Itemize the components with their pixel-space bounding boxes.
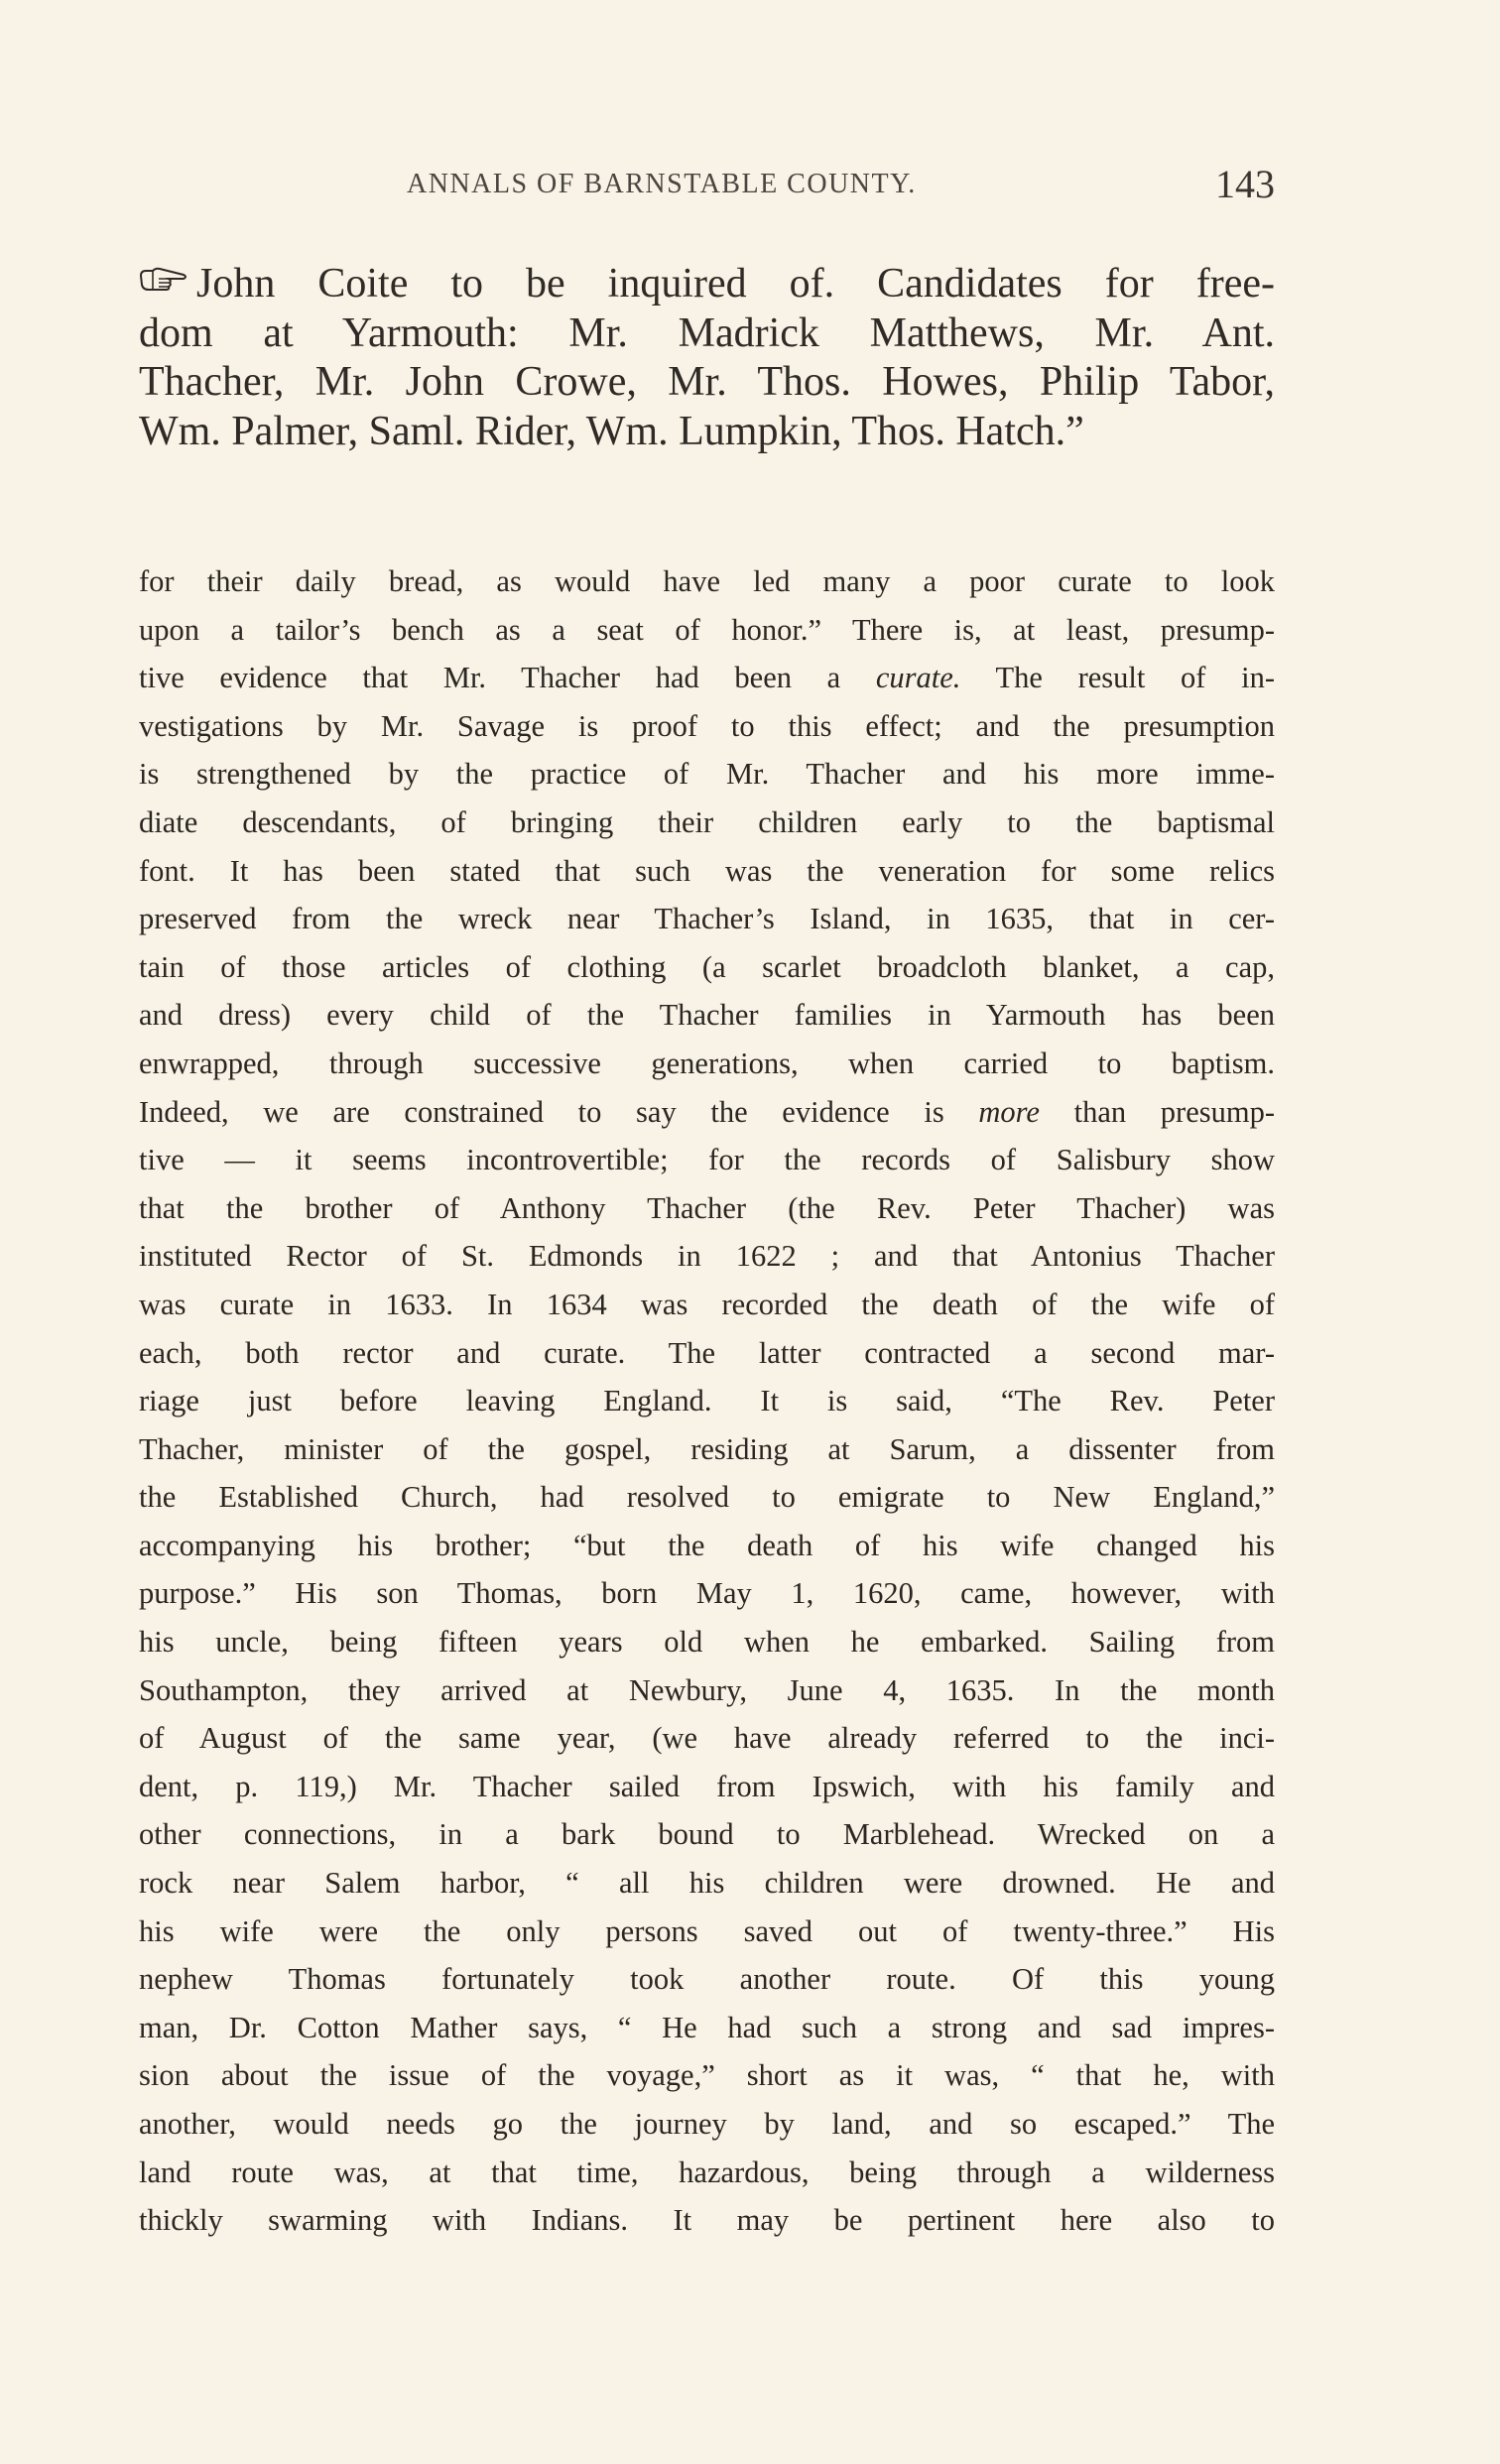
text-line: vestigations by Mr. Savage is proof to this effect; and the presumption (139, 708, 1275, 743)
text-line: Southampton, they arrived at Newbury, June 4, 1635. In the month (139, 1672, 1275, 1707)
text-line: of August of the same year, (we have already referred to the inci- (139, 1721, 1275, 1756)
text-line: nephew Thomas fortunately took another route. Of this young (139, 1962, 1275, 1997)
text-line: diate descendants, of bringing their children early to the baptismal (139, 804, 1275, 839)
text-line: tive — it seems incontrovertible; for the records of Salisbury show (139, 1143, 1275, 1177)
quote-line: Wm. Palmer, Saml. Rider, Wm. Lumpkin, Thos. Hatch.” (139, 408, 1084, 454)
quote-line-text: John Coite to be inquired of. Candidates for free- (196, 261, 1275, 307)
pointing-hand-icon (139, 267, 188, 293)
text-segment: tive evidence that Mr. Thacher had been a (139, 661, 876, 695)
running-head (139, 161, 1275, 208)
text-line: his wife were the only persons saved out of twenty-three.” His (139, 1913, 1275, 1948)
italic-word: more (978, 1094, 1040, 1129)
text-line: for their daily bread, as would have led many a poor curate to look (139, 564, 1275, 598)
text-line: another, would needs go the journey by land, and so escaped.” The (139, 2107, 1275, 2141)
text-line: other connections, in a bark bound to Marblehead. Wrecked on a (139, 1817, 1275, 1852)
quoted-record (139, 260, 1275, 456)
text-line: land route was, at that time, hazardous, being through a wilderness (139, 2155, 1275, 2189)
text-line: and dress) every child of the Thacher families in Yarmouth has been (139, 998, 1275, 1033)
quote-line (139, 260, 1275, 309)
text-line: each, both rector and curate. The latter contracted a second mar- (139, 1335, 1275, 1370)
italic-word: curate. (875, 661, 961, 695)
text-line (139, 654, 1275, 702)
text-segment: than presump- (1039, 1094, 1275, 1129)
body-paragraph (139, 557, 1275, 2245)
text-line: riage just before leaving England. It is said, “The Rev. Peter (139, 1384, 1275, 1418)
running-title: ANNALS OF BARNSTABLE COUNTY. (407, 169, 917, 199)
text-line: that the brother of Anthony Thacher (the Rev. Peter Thacher) was (139, 1190, 1275, 1225)
text-line: was curate in 1633. In 1634 was recorded the death of the wife of (139, 1287, 1275, 1321)
text-segment: The result of in- (960, 661, 1275, 695)
text-line: upon a tailor’s bench as a seat of honor.” There is, at least, presump- (139, 612, 1275, 647)
text-line: dent, p. 119,) Mr. Thacher sailed from Ipswich, with his family and (139, 1769, 1275, 1803)
text-line: enwrapped, through successive generations, when carried to baptism. (139, 1046, 1275, 1080)
text-line: instituted Rector of St. Edmonds in 1622 ; and that Antonius Thacher (139, 1239, 1275, 1274)
text-line: preserved from the wreck near Thacher’s Island, in 1635, that in cer- (139, 902, 1275, 936)
text-line: accompanying his brother; “but the death of his wife changed his (139, 1528, 1275, 1562)
text-line: Thacher, minister of the gospel, residing at Sarum, a dissenter from (139, 1431, 1275, 1466)
text-line: is strengthened by the practice of Mr. Thacher and his more imme- (139, 757, 1275, 792)
quote-line: dom at Yarmouth: Mr. Madrick Matthews, Mr. Ant. (139, 309, 1275, 356)
text-segment: Indeed, we are constrained to say the evidence is (139, 1094, 979, 1129)
text-line: purpose.” His son Thomas, born May 1, 1620, came, however, with (139, 1576, 1275, 1611)
text-line (139, 1088, 1275, 1137)
text-line: tain of those articles of clothing (a scarlet broadcloth blanket, a cap, (139, 949, 1275, 984)
text-line: the Established Church, had resolved to emigrate to New England,” (139, 1480, 1275, 1515)
quote-line: Thacher, Mr. John Crowe, Mr. Thos. Howes, Philip Tabor, (139, 359, 1275, 405)
text-line: his uncle, being fifteen years old when he embarked. Sailing from (139, 1625, 1275, 1660)
text-line: font. It has been stated that such was the veneration for some relics (139, 853, 1275, 888)
text-line: rock near Salem harbor, “ all his children were drowned. He and (139, 1866, 1275, 1901)
page-number: 143 (1215, 162, 1275, 206)
text-line: thickly swarming with Indians. It may be pertinent here also to (139, 2203, 1275, 2238)
text-line: sion about the issue of the voyage,” short as it was, “ that he, with (139, 2058, 1275, 2093)
text-line: man, Dr. Cotton Mather says, “ He had such a strong and sad impres- (139, 2010, 1275, 2044)
